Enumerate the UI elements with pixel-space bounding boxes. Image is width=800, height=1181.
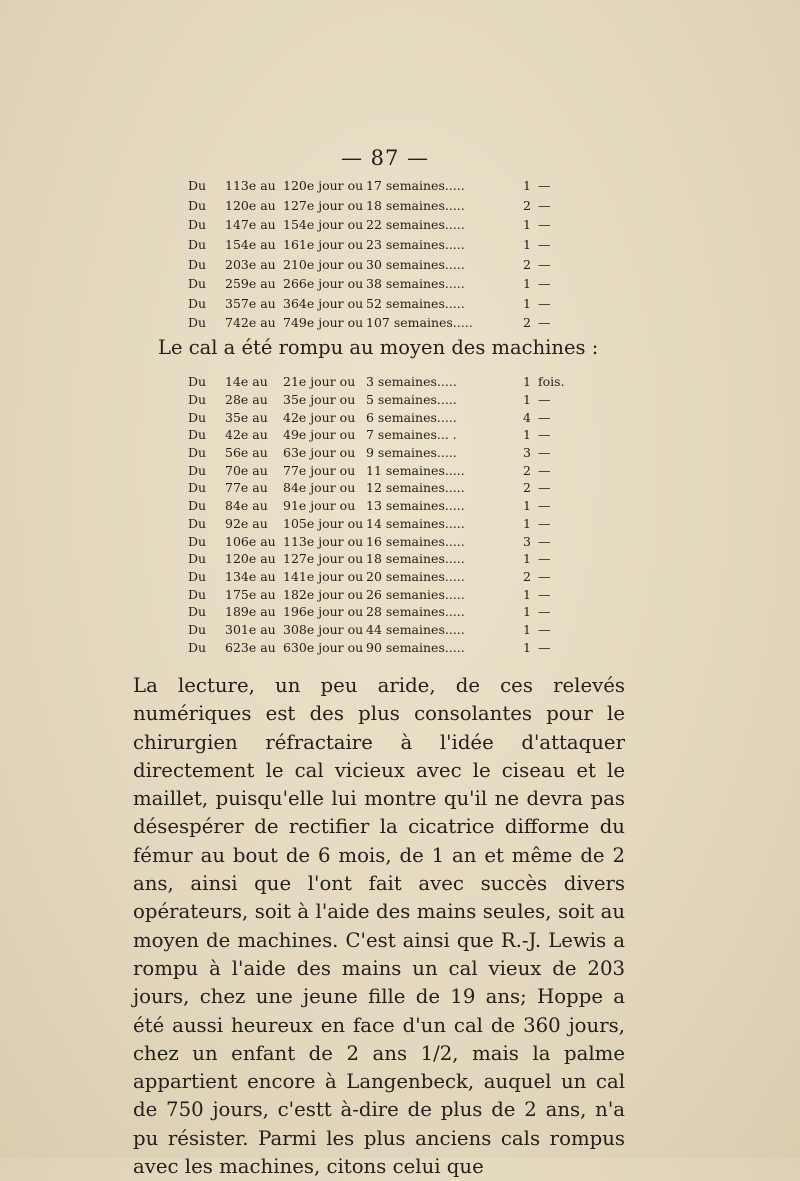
cell-to: 210e jour ou [283,256,364,272]
cell-to: 21e jour ou [283,374,356,390]
cell-weeks: 14 semaines..... [366,515,465,531]
table-row [188,391,578,409]
cell-du: Du [188,551,207,567]
cell-unit: — [538,178,551,194]
cell-du: Du [188,392,207,408]
table-row [188,426,578,444]
cell-count: 2 [523,462,531,478]
cell-unit: — [538,445,551,461]
cell-unit: — [538,237,551,253]
cell-to: 154e jour ou [283,217,364,233]
cell-to: 113e jour ou [283,533,364,549]
cell-weeks: 18 semaines..... [366,551,465,567]
cell-count: 1 [523,276,531,292]
cell-du: Du [188,515,207,531]
body-paragraph: La lecture, un peu aride, de ces relevés numériques est des plus consolantes pour le chirurgien réfractaire à l'idée d'attaquer directement le cal vicieux avec le ciseau et le maillet, puisqu'elle lui montre qu'il ne devra pas désespérer de rectifier la cicatrice difforme du fémur au bout de 6 mois, de 1 an et même de 2 ans, ainsi que l'ont fait avec succès divers opérateurs, soit à l'aide des mains seules, soit au moyen de machines. C'est ainsi que R.-J. Lewis a rompu à l'aide des mains un cal vieux de 203 jours, chez une jeune fille de 19 ans; Hoppe a été aussi heureux en face d'un cal de 360 jours, chez un enfant de 2 ans 1/2, mais la palme appartient encore à Langenbeck, auquel un cal de 750 jours, c'estt à-dire de plus de 2 ans, n'a pu résister. Parmi les plus anciens cals rompus avec les machines, citons celui que [133,674,625,1179]
cell-from: 42e au [225,427,268,443]
table-row [188,603,578,621]
cell-count: 4 [523,409,531,425]
table-row [188,176,578,196]
cell-count: 1 [523,178,531,194]
cell-from: 106e au [225,533,276,549]
cell-du: Du [188,480,207,496]
table-row [188,408,578,426]
cell-du: Du [188,445,207,461]
cell-unit: — [538,276,551,292]
cell-weeks: 38 semaines..... [366,276,465,292]
table-row [188,585,578,603]
cell-weeks: 9 semaines..... [366,445,457,461]
cell-unit: — [538,604,551,620]
cell-from: 28e au [225,392,268,408]
cell-weeks: 22 semaines..... [366,217,465,233]
cell-weeks: 16 semaines..... [366,533,465,549]
table-row [188,196,578,216]
cell-from: 35e au [225,409,268,425]
cell-from: 120e au [225,197,276,213]
cell-from: 77e au [225,480,268,496]
cell-weeks: 28 semaines..... [366,604,465,620]
cell-to: 63e jour ou [283,445,356,461]
cell-unit: — [538,409,551,425]
table-row [188,515,578,533]
cell-du: Du [188,568,207,584]
cell-weeks: 52 semaines..... [366,295,465,311]
cell-weeks: 20 semaines..... [366,568,465,584]
cell-from: 623e au [225,639,276,655]
cell-weeks: 7 semaines... . [366,427,457,443]
cell-from: 301e au [225,621,276,637]
cell-from: 203e au [225,256,276,272]
cell-unit: — [538,197,551,213]
cell-from: 84e au [225,498,268,514]
table-row [188,568,578,586]
cell-du: Du [188,621,207,637]
cell-count: 2 [523,197,531,213]
cell-unit: — [538,533,551,549]
table-row [188,532,578,550]
cell-du: Du [188,178,207,194]
table-row [188,235,578,255]
cell-from: 134e au [225,568,276,584]
cell-unit: — [538,480,551,496]
cell-du: Du [188,639,207,655]
cell-du: Du [188,256,207,272]
cell-to: 77e jour ou [283,462,356,478]
cell-to: 127e jour ou [283,551,364,567]
cell-weeks: 13 semaines..... [366,498,465,514]
cell-to: 127e jour ou [283,197,364,213]
cell-du: Du [188,237,207,253]
table-row [188,497,578,515]
cell-from: 56e au [225,445,268,461]
cell-count: 3 [523,533,531,549]
healing-table-2 [188,373,578,656]
cell-count: 1 [523,551,531,567]
cell-du: Du [188,315,207,331]
cell-from: 92e au [225,515,268,531]
table-row [188,479,578,497]
cell-du: Du [188,374,207,390]
cell-count: 1 [523,392,531,408]
cell-unit: — [538,315,551,331]
cell-count: 1 [523,427,531,443]
table-row [188,274,578,294]
cell-weeks: 12 semaines..... [366,480,465,496]
cell-to: 308e jour ou [283,621,364,637]
cell-count: 1 [523,498,531,514]
cell-weeks: 18 semaines..... [366,197,465,213]
table-row [188,461,578,479]
cell-from: 70e au [225,462,268,478]
cell-to: 749e jour ou [283,315,364,331]
cell-count: 1 [523,621,531,637]
cell-count: 1 [523,604,531,620]
cell-to: 120e jour ou [283,178,364,194]
cell-du: Du [188,217,207,233]
cell-from: 189e au [225,604,276,620]
cell-unit: — [538,621,551,637]
cell-du: Du [188,197,207,213]
table-row [188,215,578,235]
cell-to: 630e jour ou [283,639,364,655]
cell-du: Du [188,462,207,478]
cell-unit: — [538,217,551,233]
cell-from: 120e au [225,551,276,567]
cell-du: Du [188,586,207,602]
cell-to: 196e jour ou [283,604,364,620]
cell-count: 1 [523,639,531,655]
cell-unit: — [538,392,551,408]
cell-unit: — [538,551,551,567]
cell-weeks: 26 semanies..... [366,586,465,602]
cell-to: 141e jour ou [283,568,364,584]
cell-unit: — [538,295,551,311]
cell-weeks: 3 semaines..... [366,374,457,390]
table-row [188,638,578,656]
cell-du: Du [188,533,207,549]
cell-unit: — [538,515,551,531]
cell-weeks: 5 semaines..... [366,392,457,408]
cell-unit: — [538,568,551,584]
cell-from: 742e au [225,315,276,331]
table-row [188,254,578,274]
cell-count: 2 [523,480,531,496]
cell-from: 147e au [225,217,276,233]
cell-unit: — [538,498,551,514]
cell-count: 1 [523,515,531,531]
cell-weeks: 23 semaines..... [366,237,465,253]
cell-unit: — [538,427,551,443]
cell-du: Du [188,276,207,292]
table-row [188,550,578,568]
cell-to: 35e jour ou [283,392,356,408]
cell-weeks: 11 semaines..... [366,462,465,478]
cell-to: 182e jour ou [283,586,364,602]
cell-to: 364e jour ou [283,295,364,311]
cell-from: 113e au [225,178,276,194]
section-heading: Le cal a été rompu au moyen des machines : [158,336,599,359]
cell-from: 175e au [225,586,276,602]
cell-count: 1 [523,217,531,233]
cell-unit: — [538,586,551,602]
cell-count: 2 [523,256,531,272]
cell-to: 49e jour ou [283,427,356,443]
table-row [188,444,578,462]
cell-weeks: 90 semaines..... [366,639,465,655]
cell-unit: — [538,462,551,478]
cell-du: Du [188,427,207,443]
table-row [188,294,578,314]
cell-du: Du [188,295,207,311]
cell-to: 42e jour ou [283,409,356,425]
table-row [188,621,578,639]
page-number: — 87 — [340,146,430,170]
cell-weeks: 6 semaines..... [366,409,457,425]
cell-unit: fois. [538,374,565,390]
cell-to: 161e jour ou [283,237,364,253]
cell-count: 1 [523,586,531,602]
cell-count: 1 [523,295,531,311]
cell-unit: — [538,639,551,655]
cell-weeks: 107 semaines..... [366,315,473,331]
cell-from: 357e au [225,295,276,311]
table-row [188,313,578,333]
cell-du: Du [188,409,207,425]
healing-table-1 [188,176,578,333]
cell-count: 2 [523,568,531,584]
cell-unit: — [538,256,551,272]
cell-count: 3 [523,445,531,461]
cell-du: Du [188,604,207,620]
cell-count: 1 [523,237,531,253]
cell-weeks: 30 semaines..... [366,256,465,272]
cell-to: 91e jour ou [283,498,356,514]
cell-to: 84e jour ou [283,480,356,496]
cell-count: 2 [523,315,531,331]
cell-to: 105e jour ou [283,515,364,531]
cell-from: 154e au [225,237,276,253]
cell-count: 1 [523,374,531,390]
cell-weeks: 44 semaines..... [366,621,465,637]
table-row [188,373,578,391]
cell-du: Du [188,498,207,514]
cell-to: 266e jour ou [283,276,364,292]
cell-from: 14e au [225,374,268,390]
cell-weeks: 17 semaines..... [366,178,465,194]
cell-from: 259e au [225,276,276,292]
